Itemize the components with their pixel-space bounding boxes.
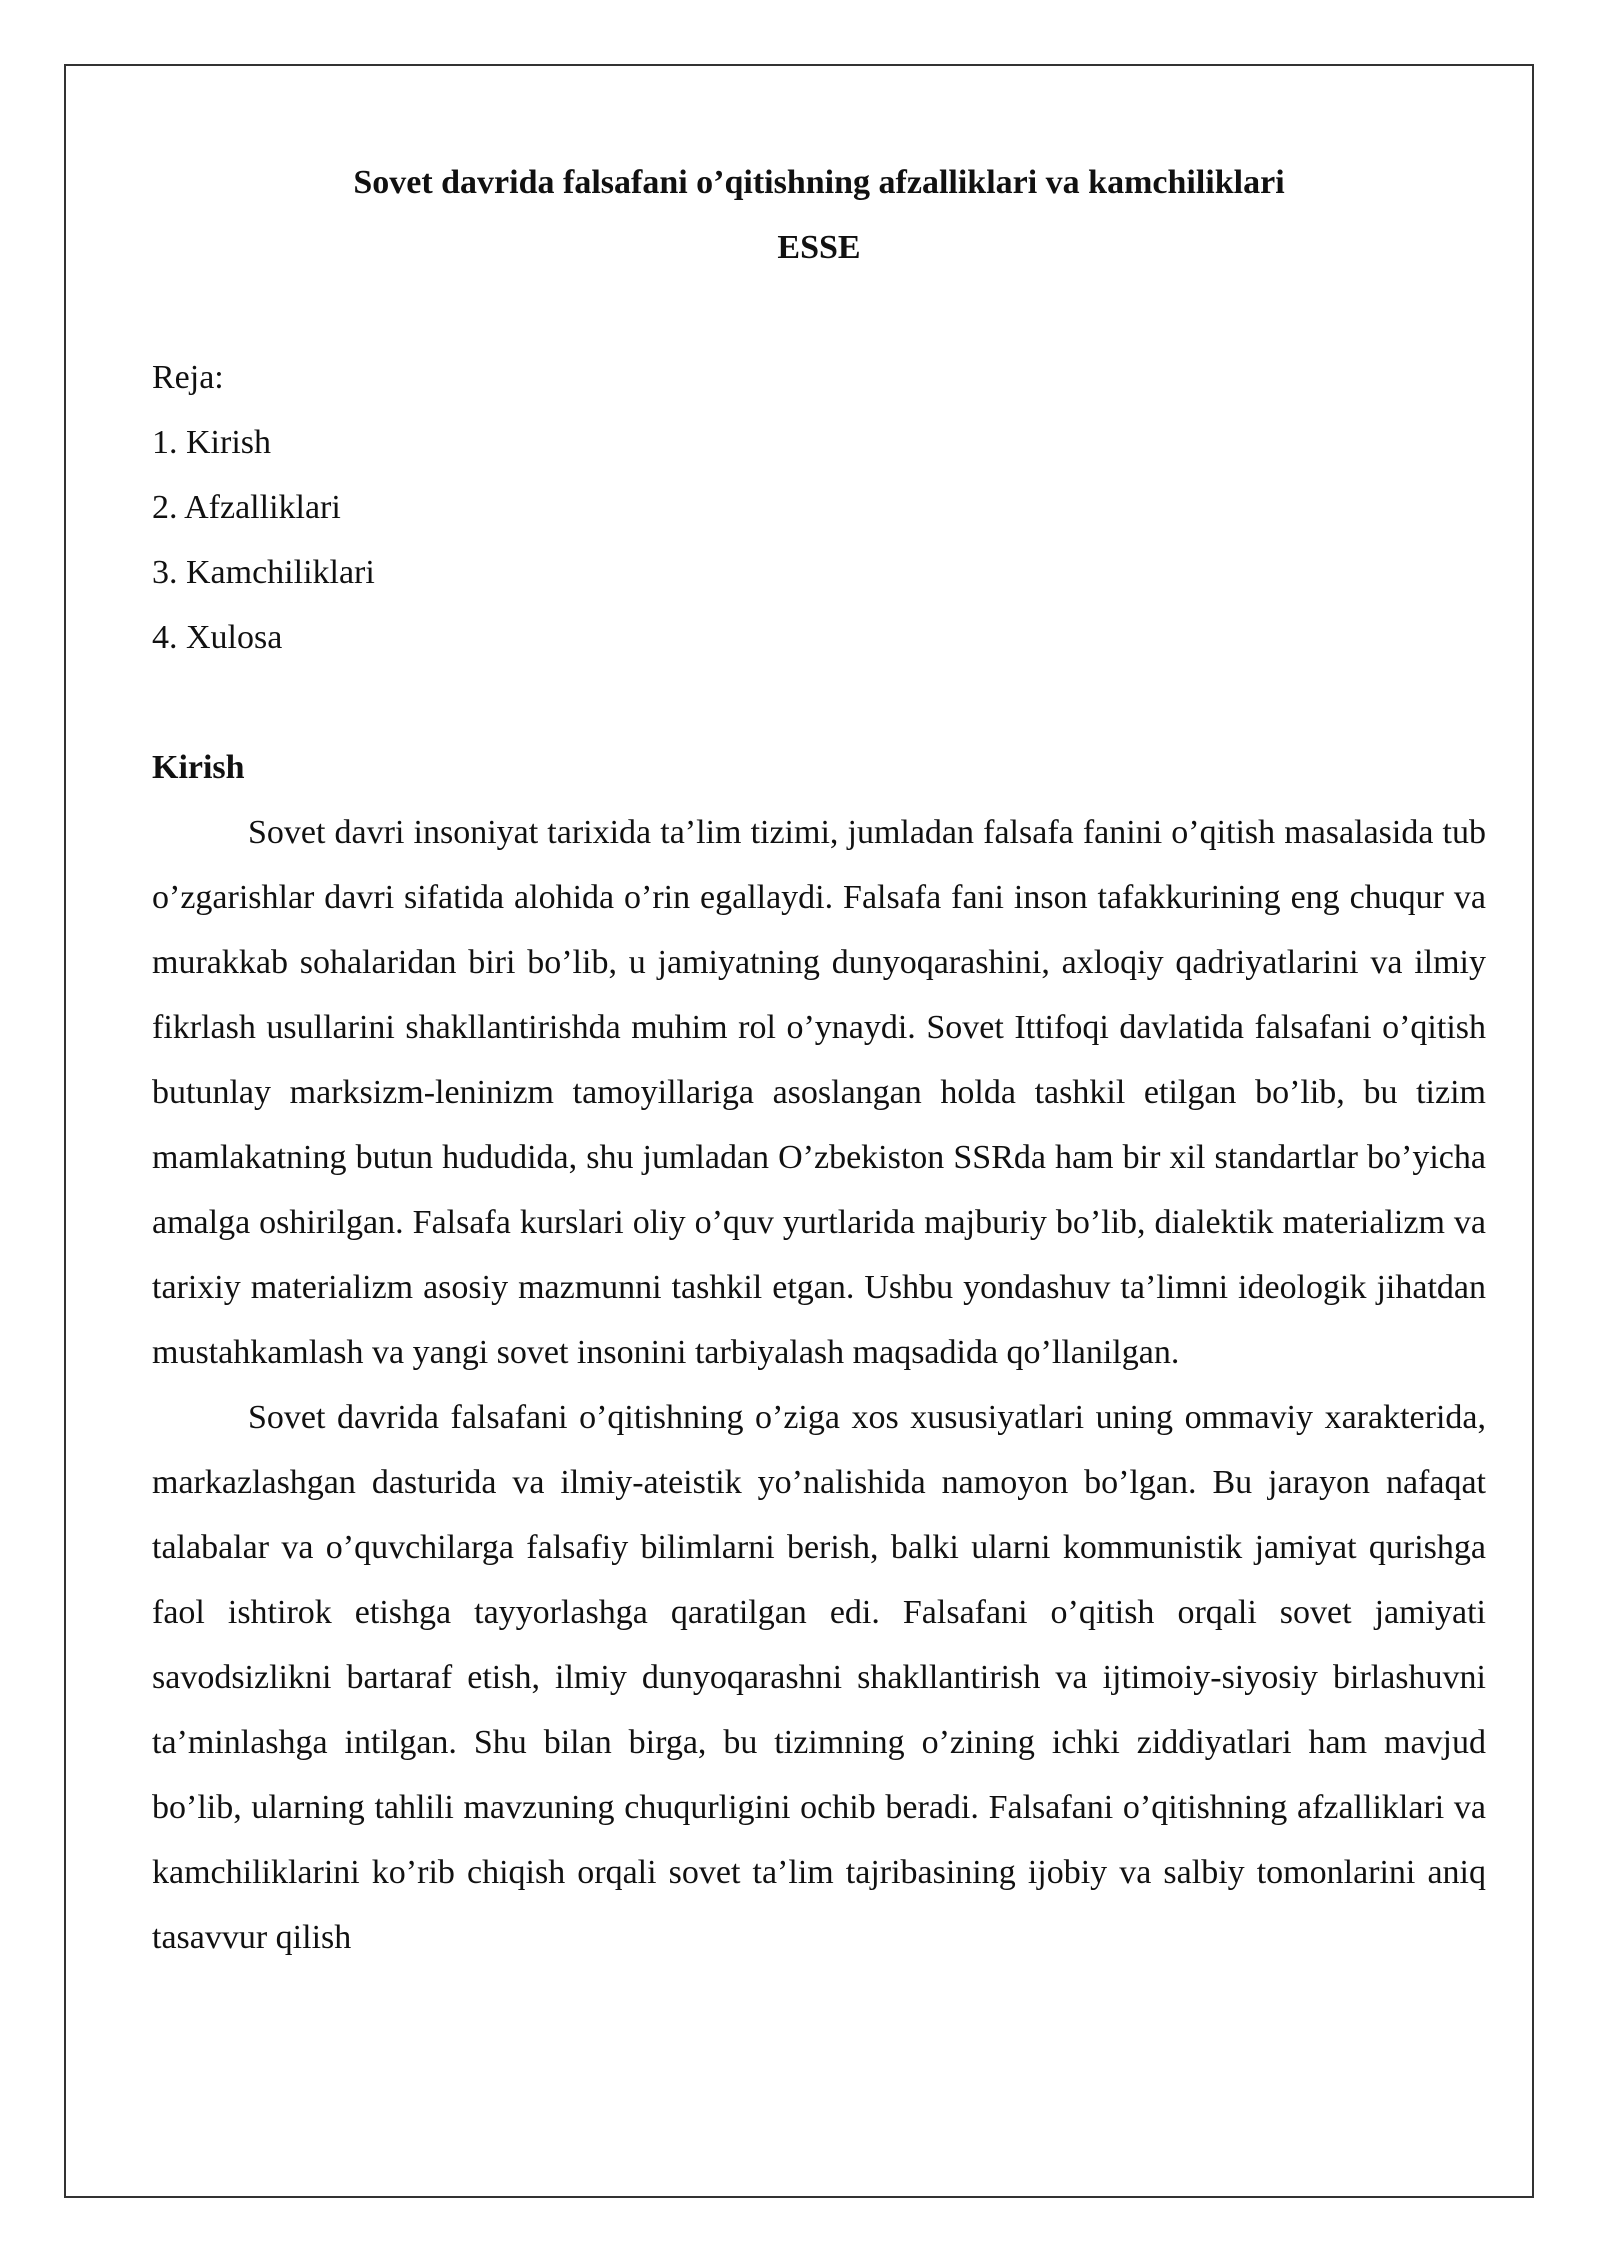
section-kirish: [152, 735, 1486, 1970]
body-paragraph: Sovet davri insoniyat tarixida ta’lim tizimi, jumladan falsafa fanini o’qitish masalasida tub o’zgarishlar davri sifatida alohida o’rin egallaydi. Falsafa fani inson tafakkurining eng chuqur va murakkab sohalaridan biri bo’lib, u jamiyatning dunyoqarashini, axloqiy qadriyatlarini va ilmiy fikrlash usullarini shakllantirishda muhim rol o’ynaydi. Sovet Ittifoqi davlatida falsafani o’qitish butunlay marksizm-leninizm tamoyillariga asoslangan holda tashkil etilgan bo’lib, bu tizim mamlakatning butun hududida, shu jumladan O’zbekiston SSRda ham bir xil standartlar bo’yicha amalga oshirilgan. Falsafa kurslari oliy o’quv yurtlarida majburiy bo’lib, dialektik materializm va tarixiy materializm asosiy mazmunni tashkil etgan. Ushbu yondashuv ta’limni ideologik jihatdan mustahkamlash va yangi sovet insonini tarbiyalash maqsadida qo’llanilgan.: [152, 814, 1486, 1371]
body-paragraph: Sovet davrida falsafani o’qitishning o’ziga xos xususiyatlari uning ommaviy xarakterida, markazlashgan dasturida va ilmiy-ateistik yo’nalishida namoyon bo’lgan. Bu jarayon nafaqat talabalar va o’quvchilarga falsafiy bilimlarni berish, balki ularni kommunistik jamiyat qurishga faol ishtirok etishga tayyorlashga qaratilgan edi. Falsafani o’qitish orqali sovet jamiyati savodsizlikni bartaraf etish, ilmiy dunyoqarashni shakllantirish va ijtimoiy-siyosiy birlashuvni ta’minlashga intilgan. Shu bilan birga, bu tizimning o’zining ichki ziddiyatlari ham mavjud bo’lib, ularning tahlili mavzuning chuqurligini ochib beradi. Falsafani o’qitishning afzalliklari va kamchiliklarini ko’rib chiqish orqali sovet ta’lim tajribasining ijobiy va salbiy tomonlarini aniq tasavvur qilish: [152, 1399, 1486, 1956]
document-title: Sovet davrida falsafani o’qitishning afzalliklari va kamchiliklari: [353, 164, 1285, 201]
plan-item: 2. Afzalliklari: [152, 489, 341, 526]
plan-item: 1. Kirish: [152, 424, 271, 461]
section-heading: Kirish: [152, 749, 245, 786]
plan-list: [152, 410, 1486, 670]
document-body: [152, 150, 1486, 1970]
plan-item: 3. Kamchiliklari: [152, 554, 375, 591]
plan-heading: Reja:: [152, 359, 224, 396]
plan-item: 4. Xulosa: [152, 619, 283, 656]
document-subtitle: ESSE: [777, 229, 861, 266]
